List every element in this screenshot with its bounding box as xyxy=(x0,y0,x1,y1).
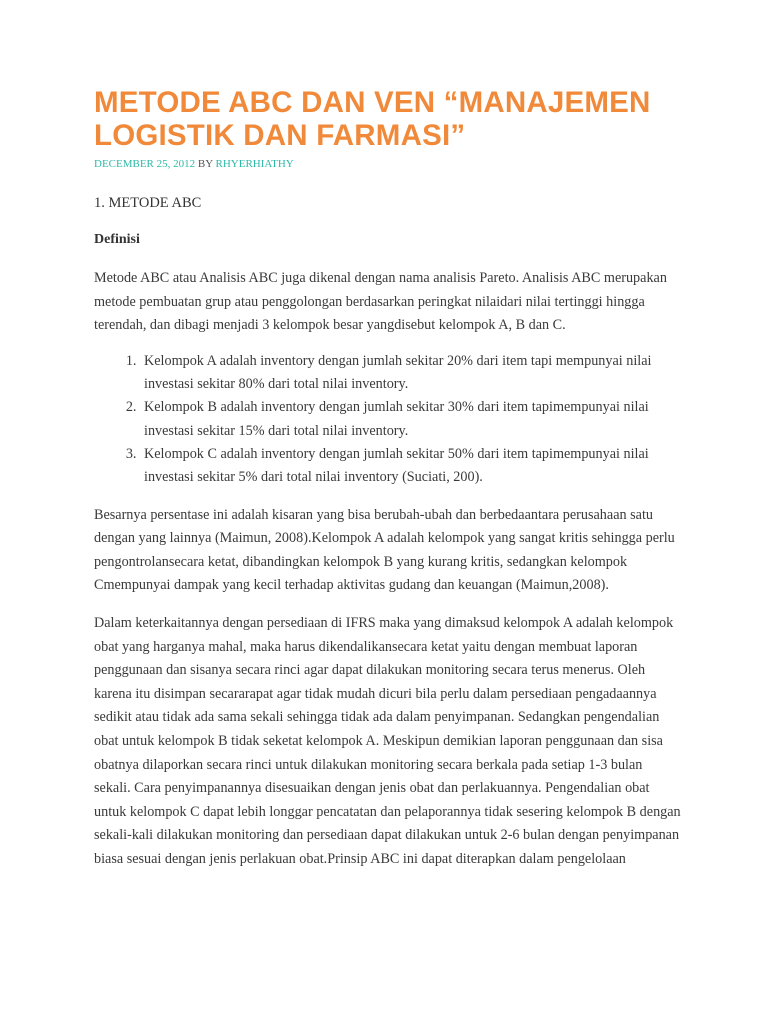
definition-heading: Definisi xyxy=(94,232,140,247)
paragraph-definition: Metode ABC atau Analisis ABC juga dikenal dengan nama analisis Pareto. Analisis ABC merupakan metode pembuatan grup atau penggolongan berdasarkan peringkat nilaidari nilai tertinggi hingga terendah, dan dibagi menjadi 3 kelompok besar yangdisebut kelompok A, B dan C. xyxy=(94,270,667,334)
section-heading: 1. METODE ABC xyxy=(94,195,202,211)
by-label: BY xyxy=(197,158,213,170)
paragraph-ifrs: Dalam keterkaitannya dengan persediaan di IFRS maka yang dimaksud kelompok A adalah kelompok obat yang harganya mahal, maka harus dikendalikansecara ketat yaitu dengan membuat laporan penggunaan dan sisanya secara rinci agar dapat dilakukan monitoring secara terus menerus. Oleh karena itu disimpan secararapat agar tidak mudah dicuri bila perlu dalam persediaan pengadaannya sedikit atau tidak ada sama sekali sehingga tidak ada dalam penyimpanan. Sedangkan pengendalian obat untuk kelompok B tidak seketat kelompok A. Meskipun demikian laporan penggunaan dan sisa obatnya dilaporkan secara rinci untuk dilakukan monitoring secara berkala pada setiap 1-3 bulan sekali. Cara penyimpanannya disesuaikan dengan jenis obat dan perlakuannya. Pengendalian obat untuk kelompok C dapat lebih longgar pencatatan dan pelaporannya tidak sesering kelompok B dengan sekali-kali dilakukan monitoring dan persediaan dapat dilakukan untuk 2-6 bulan dengan penyimpanan biasa sesuai dengan jenis perlakuan obat.Prinsip ABC ini dapat diterapkan dalam pengelolaan xyxy=(94,614,681,867)
list-item: 3. Kelompok C adalah inventory dengan jumlah sekitar 50% dari item tapimempunyai nilai investasi sekitar 5% dari total nilai inventory (Suciati, 200). xyxy=(140,443,682,490)
article-meta xyxy=(94,157,682,171)
post-date-link[interactable]: DECEMBER 25, 2012 xyxy=(94,158,196,170)
paragraph-percentage: Besarnya persentase ini adalah kisaran yang bisa berubah-ubah dan berbedaantara perusahaan satu dengan yang lainnya (Maimun, 2008).Kelompok A adalah kelompok yang sangat kritis sehingga perlu pengontrolansecara ketat, dibandingkan kelompok B yang kurang kritis, sedangkan kelompok Cmempunyai dampak yang kecil terhadap aktivitas gudang dan keuangan (Maimun,2008). xyxy=(94,506,675,594)
list-item: 2. Kelompok B adalah inventory dengan jumlah sekitar 30% dari item tapimempunyai nilai investasi sekitar 15% dari total nilai inventory. xyxy=(140,396,682,443)
document-page xyxy=(94,86,682,871)
article-title: METODE ABC DAN VEN “MANAJEMEN LOGISTIK DAN FARMASI” xyxy=(94,86,651,152)
list-item: 1. Kelompok A adalah inventory dengan jumlah sekitar 20% dari item tapi mempunyai nilai investasi sekitar 80% dari total nilai inventory. xyxy=(140,350,682,397)
author-link[interactable]: RHYERHIATHY xyxy=(215,158,294,170)
group-list xyxy=(94,350,682,490)
